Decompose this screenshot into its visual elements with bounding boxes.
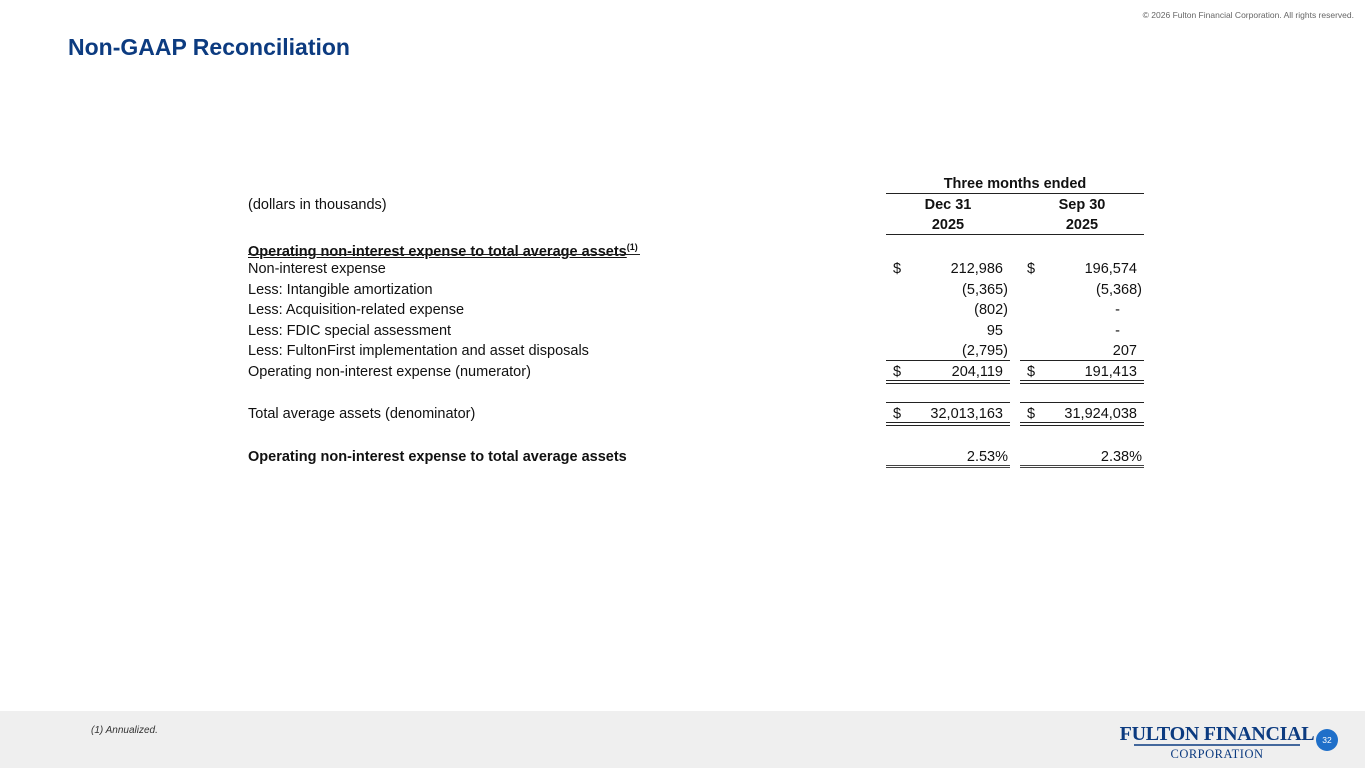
section-title: [248, 238, 638, 261]
col2-value: 191,413: [1084, 364, 1137, 380]
col2-value: 207: [1112, 343, 1137, 359]
copyright-notice: © 2026 Fulton Financial Corporation. All rights reserved.: [1142, 10, 1354, 20]
col1-value: (802): [974, 302, 1008, 318]
col1-value: 95: [986, 323, 1003, 339]
denominator-top-rule-col1: [886, 402, 1010, 403]
section-title-underline: [248, 254, 640, 255]
col1-dollar: $: [893, 261, 902, 277]
col1-year: 2025: [931, 217, 965, 233]
subtotal-rule-col2: [1020, 360, 1144, 361]
col1-ratio: 2.53%: [966, 449, 1008, 465]
row-label: Less: Acquisition-related expense: [248, 302, 465, 318]
col1-value: (2,795): [962, 343, 1008, 359]
col2-year: 2025: [1065, 217, 1099, 233]
col1-value: 204,119: [951, 364, 1003, 380]
col1-value: 212,986: [950, 261, 1003, 277]
denominator-top-rule-col2: [1020, 402, 1144, 403]
page-number-badge: 32: [1316, 729, 1338, 751]
total-rule-col2: [1020, 380, 1144, 384]
ratio-rule-col2: [1020, 465, 1144, 468]
ratio-rule-col1: [886, 465, 1010, 468]
col1-value: 32,013,163: [930, 406, 1003, 422]
col2-dollar: $: [1027, 364, 1036, 380]
subtotal-rule-col1: [886, 360, 1010, 361]
col2-value: 31,924,038: [1064, 406, 1137, 422]
denominator-rule-col2: [1020, 422, 1144, 426]
row-label: Operating non-interest expense (numerator): [248, 364, 531, 380]
period-header: Three months ended: [943, 176, 1087, 192]
row-label: Less: Intangible amortization: [248, 282, 433, 298]
section-footnote-ref: (1): [626, 242, 638, 252]
row-label: Less: FDIC special assessment: [248, 323, 452, 339]
column-header-rule: [886, 234, 1144, 235]
denominator-rule-col1: [886, 422, 1010, 426]
logo-line1: FULTON FINANCIAL: [1119, 723, 1315, 745]
units-note: (dollars in thousands): [248, 197, 387, 213]
col2-dollar: $: [1027, 406, 1036, 422]
col2-ratio: 2.38%: [1100, 449, 1142, 465]
page-title: Non-GAAP Reconciliation: [68, 34, 350, 60]
total-rule-col1: [886, 380, 1010, 384]
col2-value: 196,574: [1084, 261, 1137, 277]
col1-dollar: $: [893, 406, 902, 422]
col1-dollar: $: [893, 364, 902, 380]
logo-line2: CORPORATION: [1170, 747, 1264, 761]
row-label: Non-interest expense: [248, 261, 386, 277]
col1-value: (5,365): [962, 282, 1008, 298]
col2-value: -: [1115, 323, 1120, 339]
fulton-financial-logo: [1119, 720, 1315, 762]
section-title-text: Operating non-interest expense to total average assets: [248, 243, 627, 260]
col1-month: Dec 31: [924, 197, 972, 213]
row-label: Total average assets (denominator): [248, 406, 476, 422]
col2-value: -: [1115, 302, 1120, 318]
footnote: (1) Annualized.: [91, 725, 158, 736]
ratio-row-label: Operating non-interest expense to total average assets: [248, 449, 627, 465]
col2-dollar: $: [1027, 261, 1036, 277]
col2-value: (5,368): [1096, 282, 1142, 298]
col2-month: Sep 30: [1058, 197, 1106, 213]
row-label: Less: FultonFirst implementation and asset disposals: [248, 343, 589, 359]
header-rule: [886, 193, 1144, 194]
